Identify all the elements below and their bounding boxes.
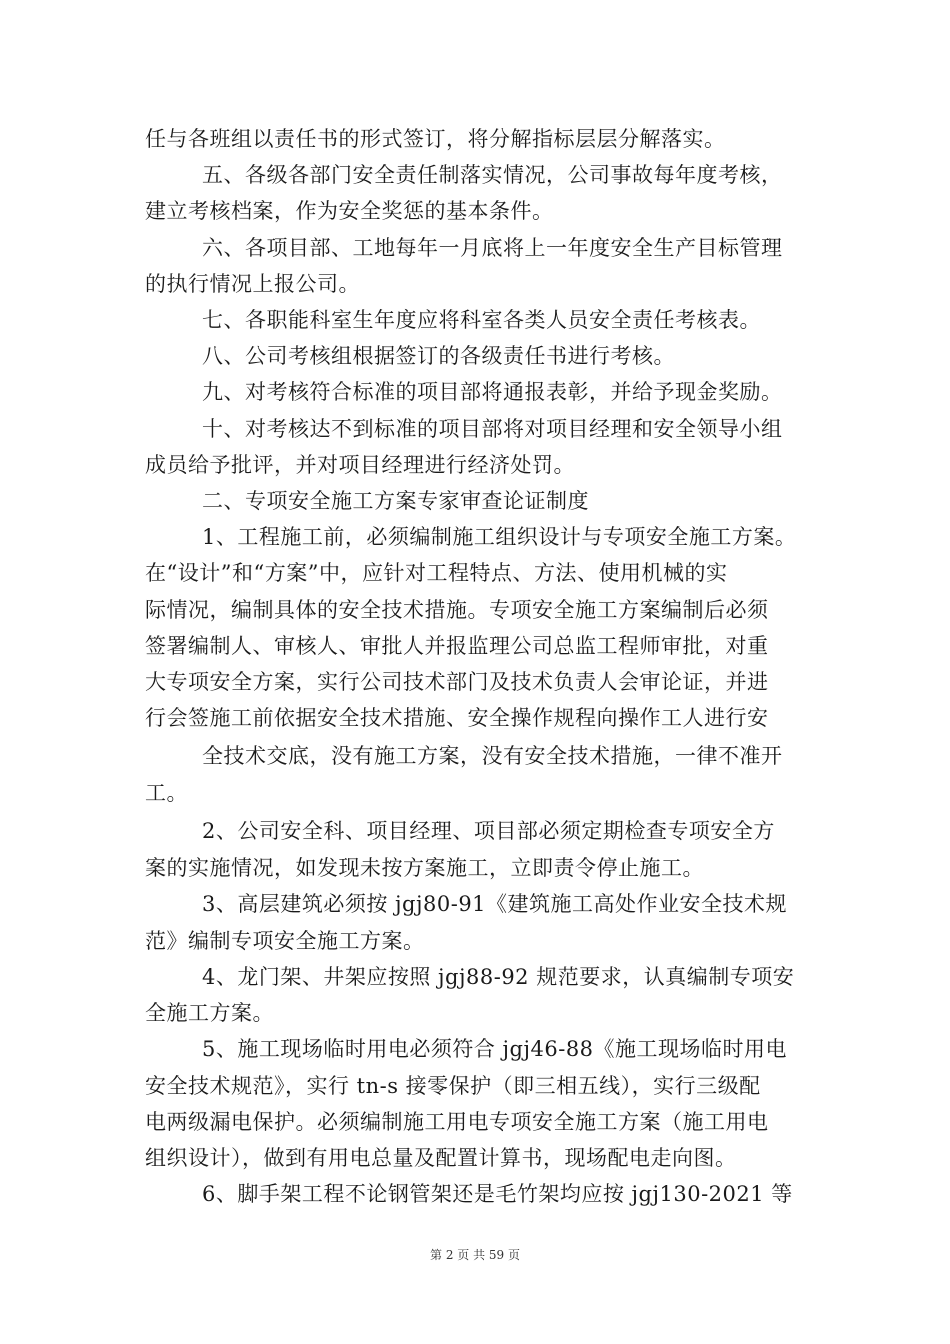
text-line: 建立考核档案，作为安全奖惩的基本条件。 — [145, 199, 554, 223]
text-line: 全施工方案。 — [145, 1001, 274, 1025]
text-line: 六、各项目部、工地每年一月底将上一年度安全生产目标管理 — [202, 236, 783, 260]
text-line: 6、脚手架工程不论钢管架还是毛竹架均应按 jgj130-2021 等 — [202, 1182, 793, 1206]
text-line: 七、各职能科室生年度应将科室各类人员安全责任考核表。 — [202, 308, 761, 332]
text-line: 在“设计”和“方案”中，应针对工程特点、方法、使用机械的实 — [145, 561, 728, 585]
text-line: 大专项安全方案，实行公司技术部门及技术负责人会审论证，并进 — [145, 670, 769, 694]
text-line: 任与各班组以责任书的形式签订，将分解指标层层分解落实。 — [145, 127, 726, 151]
text-line: 十、对考核达不到标准的项目部将对项目经理和安全领导小组 — [202, 417, 783, 441]
text-line: 电两级漏电保护。必须编制施工用电专项安全施工方案（施工用电 — [145, 1110, 769, 1134]
text-line: 2、公司安全科、项目经理、项目部必须定期检查专项安全方 — [202, 819, 775, 843]
text-line: 的执行情况上报公司。 — [145, 272, 360, 296]
text-line: 1、工程施工前，必须编制施工组织设计与专项安全施工方案。 — [202, 525, 797, 549]
section-heading: 二、专项安全施工方案专家审查论证制度 — [202, 489, 589, 513]
text-line: 全技术交底，没有施工方案，没有安全技术措施，一律不准开 — [202, 744, 783, 768]
text-line: 五、各级各部门安全责任制落实情况，公司事故每年度考核， — [202, 163, 783, 187]
text-line: 八、公司考核组根据签订的各级责任书进行考核。 — [202, 344, 675, 368]
text-line: 成员给予批评，并对项目经理进行经济处罚。 — [145, 453, 575, 477]
text-line: 范》编制专项安全施工方案。 — [145, 929, 425, 953]
text-line: 际情况，编制具体的安全技术措施。专项安全施工方案编制后必须 — [145, 598, 769, 622]
text-line: 3、高层建筑必须按 jgj80-91《建筑施工高处作业安全技术规 — [202, 892, 788, 916]
text-line: 5、施工现场临时用电必须符合 jgj46-88《施工现场临时用电 — [202, 1037, 788, 1061]
text-line: 行会签施工前依据安全技术措施、安全操作规程向操作工人进行安 — [145, 706, 769, 730]
page-footer: 第 2 页 共 59 页 — [430, 1248, 520, 1262]
text-line: 安全技术规范》，实行 tn-s 接零保护（即三相五线），实行三级配 — [145, 1074, 761, 1098]
text-line: 4、龙门架、井架应按照 jgj88-92 规范要求，认真编制专项安 — [202, 965, 795, 989]
text-line: 组织设计），做到有用电总量及配置计算书，现场配电走向图。 — [145, 1146, 737, 1170]
text-line: 工。 — [145, 781, 188, 805]
text-line: 签署编制人、审核人、审批人并报监理公司总监工程师审批，对重 — [145, 634, 769, 658]
text-line: 案的实施情况，如发现未按方案施工，立即责令停止施工。 — [145, 856, 704, 880]
text-line: 九、对考核符合标准的项目部将通报表彰，并给予现金奖励。 — [202, 380, 783, 404]
